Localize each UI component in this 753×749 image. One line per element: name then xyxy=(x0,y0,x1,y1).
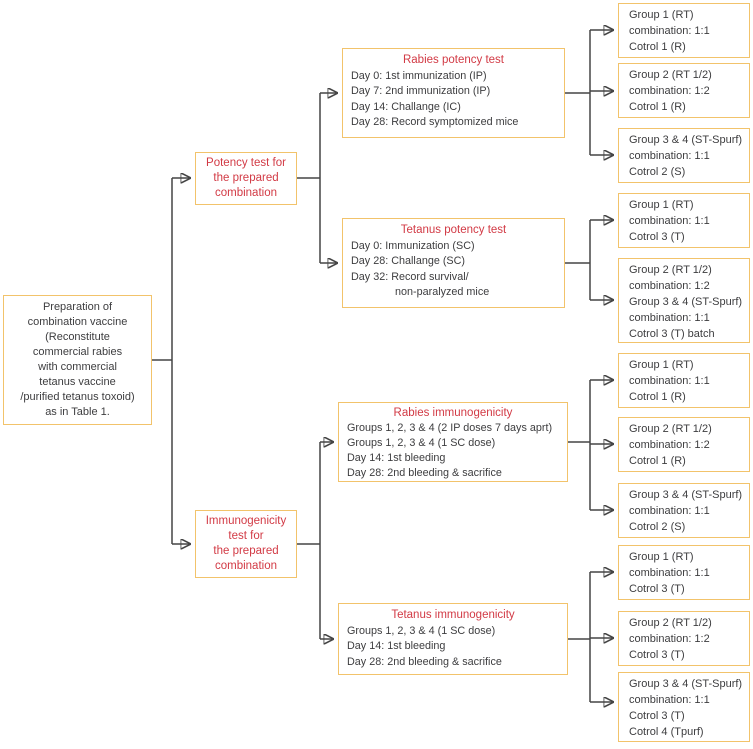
rabies-immunogenicity-box xyxy=(338,402,568,482)
group-box-11 xyxy=(618,672,750,742)
group-line: Cotrol 3 (T) xyxy=(629,710,685,722)
root-line: with commercial xyxy=(38,361,117,373)
group-box-7 xyxy=(618,417,750,472)
root-line: Preparation of xyxy=(42,301,113,313)
group-line: Cotrol 3 (T) xyxy=(629,231,685,243)
test-line: Day 28: 2nd bleeding & sacrifice xyxy=(347,655,502,668)
group-line: combination: 1:1 xyxy=(629,150,710,162)
test-line: non-paralyzed mice xyxy=(395,286,490,298)
group-line: Group 3 & 4 (ST-Spurf) xyxy=(629,296,743,308)
group-box-8 xyxy=(618,483,750,538)
root-line: combination vaccine xyxy=(27,316,128,328)
test-line: Day 28: Record symptomized mice xyxy=(351,116,519,128)
group-line: Cotrol 1 (R) xyxy=(629,391,686,403)
tetanus-immunogenicity-box xyxy=(338,603,568,675)
branch-line: the prepared xyxy=(213,545,279,557)
potency-branch-box xyxy=(195,152,297,205)
group-line: Cotrol 3 (T) batch xyxy=(629,328,715,340)
group-line: Group 1 (RT) xyxy=(629,359,694,371)
test-line: Day 14: Challange (IC) xyxy=(351,100,461,113)
branch-line: Immunogenicity xyxy=(205,515,287,527)
tetanus-potency-test-box xyxy=(342,218,565,308)
immunogenicity-branch-box xyxy=(195,510,297,578)
rabies-potency-test-box xyxy=(342,48,565,138)
group-line: combination: 1:1 xyxy=(629,694,710,706)
group-box-3 xyxy=(618,128,750,183)
root-line: commercial rabies xyxy=(32,346,123,358)
root-line: as in Table 1. xyxy=(45,406,110,418)
branch-line: combination xyxy=(214,560,277,572)
group-line: combination: 1:1 xyxy=(629,25,710,37)
group-line: combination: 1:1 xyxy=(629,567,710,579)
group-line: Group 3 & 4 (ST-Spurf) xyxy=(629,134,743,146)
test-line: Day 28: 2nd bleeding & sacrifice xyxy=(347,467,502,479)
branch-line: test for xyxy=(228,530,264,542)
group-line: combination: 1:1 xyxy=(629,312,710,324)
group-line: combination: 1:2 xyxy=(629,633,710,645)
branch-line: combination xyxy=(214,187,277,199)
branch-line: the prepared xyxy=(213,172,279,184)
group-line: Group 2 (RT 1/2) xyxy=(629,423,712,435)
root-line: (Reconstitute xyxy=(45,331,110,343)
group-line: Group 3 & 4 (ST-Spurf) xyxy=(629,489,743,501)
test-title: Rabies potency test xyxy=(402,54,504,66)
group-line: Group 2 (RT 1/2) xyxy=(629,264,712,276)
group-line: Group 1 (RT) xyxy=(629,551,694,563)
group-box-6 xyxy=(618,353,750,408)
group-box-10 xyxy=(618,611,750,666)
group-line: Group 2 (RT 1/2) xyxy=(629,69,712,81)
group-box-2 xyxy=(618,63,750,118)
group-box-5 xyxy=(618,258,750,343)
group-line: Cotrol 3 (T) xyxy=(629,583,685,595)
group-line: Cotrol 2 (S) xyxy=(629,521,686,533)
group-line: Group 3 & 4 (ST-Spurf) xyxy=(629,678,743,690)
test-line: Groups 1, 2, 3 & 4 (2 IP doses 7 days aprt) xyxy=(347,422,553,434)
group-line: Group 1 (RT) xyxy=(629,199,694,211)
test-title: Rabies immunogenicity xyxy=(393,407,513,419)
group-line: Cotrol 1 (R) xyxy=(629,41,686,53)
group-line: Cotrol 4 (Tpurf) xyxy=(629,726,704,738)
group-box-1 xyxy=(618,3,750,58)
group-line: combination: 1:2 xyxy=(629,280,710,292)
group-line: Cotrol 3 (T) xyxy=(629,649,685,661)
group-line: Cotrol 1 (R) xyxy=(629,101,686,113)
test-line: Groups 1, 2, 3 & 4 (1 SC dose) xyxy=(347,437,496,449)
root-box xyxy=(3,295,152,425)
test-line: Groups 1, 2, 3 & 4 (1 SC dose) xyxy=(347,624,496,637)
root-line: tetanus vaccine xyxy=(39,376,116,388)
test-title: Tetanus immunogenicity xyxy=(391,609,515,621)
group-line: Cotrol 2 (S) xyxy=(629,166,686,178)
group-line: combination: 1:1 xyxy=(629,215,710,227)
group-line: combination: 1:1 xyxy=(629,505,710,517)
test-line: Day 14: 1st bleeding xyxy=(347,640,446,652)
test-line: Day 14: 1st bleeding xyxy=(347,452,446,464)
group-line: combination: 1:2 xyxy=(629,85,710,97)
group-line: Group 1 (RT) xyxy=(629,9,694,21)
group-box-9 xyxy=(618,545,750,600)
test-line: Day 0: 1st immunization (IP) xyxy=(351,69,487,82)
group-line: combination: 1:1 xyxy=(629,375,710,387)
branch-line: Potency test for xyxy=(206,157,286,169)
test-title: Tetanus potency test xyxy=(400,224,507,236)
test-line: Day 28: Challange (SC) xyxy=(351,255,466,267)
test-line: Day 0: Immunization (SC) xyxy=(351,239,475,252)
test-line: Day 7: 2nd immunization (IP) xyxy=(351,85,491,97)
group-box-4 xyxy=(618,193,750,248)
test-line: Day 32: Record survival/ xyxy=(351,270,469,283)
group-line: combination: 1:2 xyxy=(629,439,710,451)
group-line: Group 2 (RT 1/2) xyxy=(629,617,712,629)
group-line: Cotrol 1 (R) xyxy=(629,455,686,467)
root-line: /purified tetanus toxoid) xyxy=(20,391,135,403)
